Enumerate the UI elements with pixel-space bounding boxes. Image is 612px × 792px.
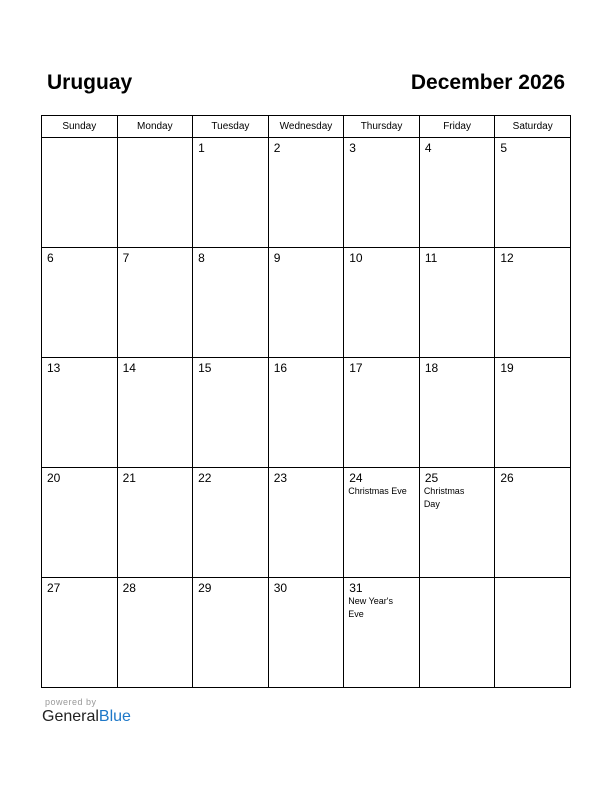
- day-cell: [495, 358, 571, 468]
- day-cell: [495, 138, 571, 248]
- day-number: 28: [122, 581, 136, 595]
- holiday-label: Christmas Day: [423, 486, 465, 509]
- day-cell: [344, 138, 420, 248]
- day-cell: [268, 468, 344, 578]
- day-number: 19: [500, 361, 514, 375]
- day-number: [495, 578, 570, 581]
- day-cell: [419, 578, 495, 688]
- day-cell: [117, 358, 193, 468]
- day-cell: [268, 138, 344, 248]
- day-cell: [193, 358, 269, 468]
- day-number: 20: [47, 471, 61, 485]
- day-cell: [42, 468, 118, 578]
- day-number: 21: [122, 471, 136, 485]
- day-number: 10: [349, 251, 363, 265]
- day-number: 15: [198, 361, 212, 375]
- day-number: 22: [198, 471, 212, 485]
- day-cell: [193, 248, 269, 358]
- weekday-header: Thursday: [344, 116, 420, 138]
- generalblue-logo[interactable]: [42, 708, 131, 726]
- week-row: [42, 578, 571, 688]
- weekday-header-row: [42, 116, 571, 138]
- brand-name-part2: Blue: [98, 708, 131, 725]
- day-cell: [268, 578, 344, 688]
- day-cell: [495, 468, 571, 578]
- day-number: 14: [122, 361, 136, 375]
- day-cell: [42, 138, 118, 248]
- day-number: 11: [424, 251, 438, 265]
- day-number: 2: [273, 141, 281, 155]
- day-cell: [117, 578, 193, 688]
- day-number: 27: [47, 581, 61, 595]
- day-number: 29: [198, 581, 212, 595]
- day-cell: [419, 468, 495, 578]
- day-cell: [117, 138, 193, 248]
- day-cell: [344, 578, 420, 688]
- day-number: [420, 578, 495, 581]
- day-number: 9: [273, 251, 281, 265]
- holiday-label: New Year's Eve: [348, 596, 393, 619]
- day-number: 24: [349, 471, 363, 485]
- day-cell: [419, 358, 495, 468]
- day-cell: [42, 248, 118, 358]
- powered-by-label: powered by: [45, 697, 97, 707]
- day-number: 1: [198, 141, 205, 155]
- week-row: [42, 358, 571, 468]
- day-cell: [419, 138, 495, 248]
- week-row: [42, 468, 571, 578]
- day-cell: [268, 248, 344, 358]
- week-row: [42, 138, 571, 248]
- day-cell: [117, 248, 193, 358]
- calendar-grid: [41, 115, 571, 688]
- day-number: 30: [273, 581, 288, 595]
- day-number: 13: [47, 361, 61, 375]
- day-number: 7: [122, 251, 130, 265]
- day-cell: [268, 358, 344, 468]
- day-number: 12: [500, 251, 514, 265]
- day-cell: [419, 248, 495, 358]
- day-number: [42, 138, 117, 141]
- holiday-label: Christmas Eve: [348, 486, 407, 496]
- day-number: 18: [424, 361, 439, 375]
- day-number: 25: [424, 471, 439, 485]
- day-cell: [344, 468, 420, 578]
- day-cell: [344, 358, 420, 468]
- week-row: [42, 248, 571, 358]
- weekday-header: Monday: [117, 116, 193, 138]
- day-number: 17: [349, 361, 363, 375]
- day-number: 8: [198, 251, 205, 265]
- day-number: 26: [500, 471, 514, 485]
- day-cell: [193, 468, 269, 578]
- day-cell: [495, 248, 571, 358]
- day-cell: [117, 468, 193, 578]
- day-cell: [42, 358, 118, 468]
- day-number: 23: [273, 471, 288, 485]
- weekday-header: Tuesday: [193, 116, 269, 138]
- day-cell: [193, 578, 269, 688]
- brand-name-part1: General: [42, 708, 99, 725]
- month-year-title: December 2026: [410, 71, 565, 94]
- day-number: 5: [500, 141, 508, 155]
- day-cell: [495, 578, 571, 688]
- day-number: 31: [349, 581, 363, 595]
- day-cell: [193, 138, 269, 248]
- day-cell: [42, 578, 118, 688]
- day-cell: [344, 248, 420, 358]
- country-title: Uruguay: [47, 71, 133, 94]
- weekday-header: Sunday: [42, 116, 118, 138]
- day-number: 16: [273, 361, 288, 375]
- weekday-header: Friday: [419, 116, 495, 138]
- day-number: 4: [424, 141, 432, 155]
- day-number: 6: [47, 251, 54, 265]
- day-number: 3: [349, 141, 356, 155]
- weekday-header: Wednesday: [268, 116, 344, 138]
- weekday-header: Saturday: [495, 116, 571, 138]
- day-number: [118, 138, 193, 141]
